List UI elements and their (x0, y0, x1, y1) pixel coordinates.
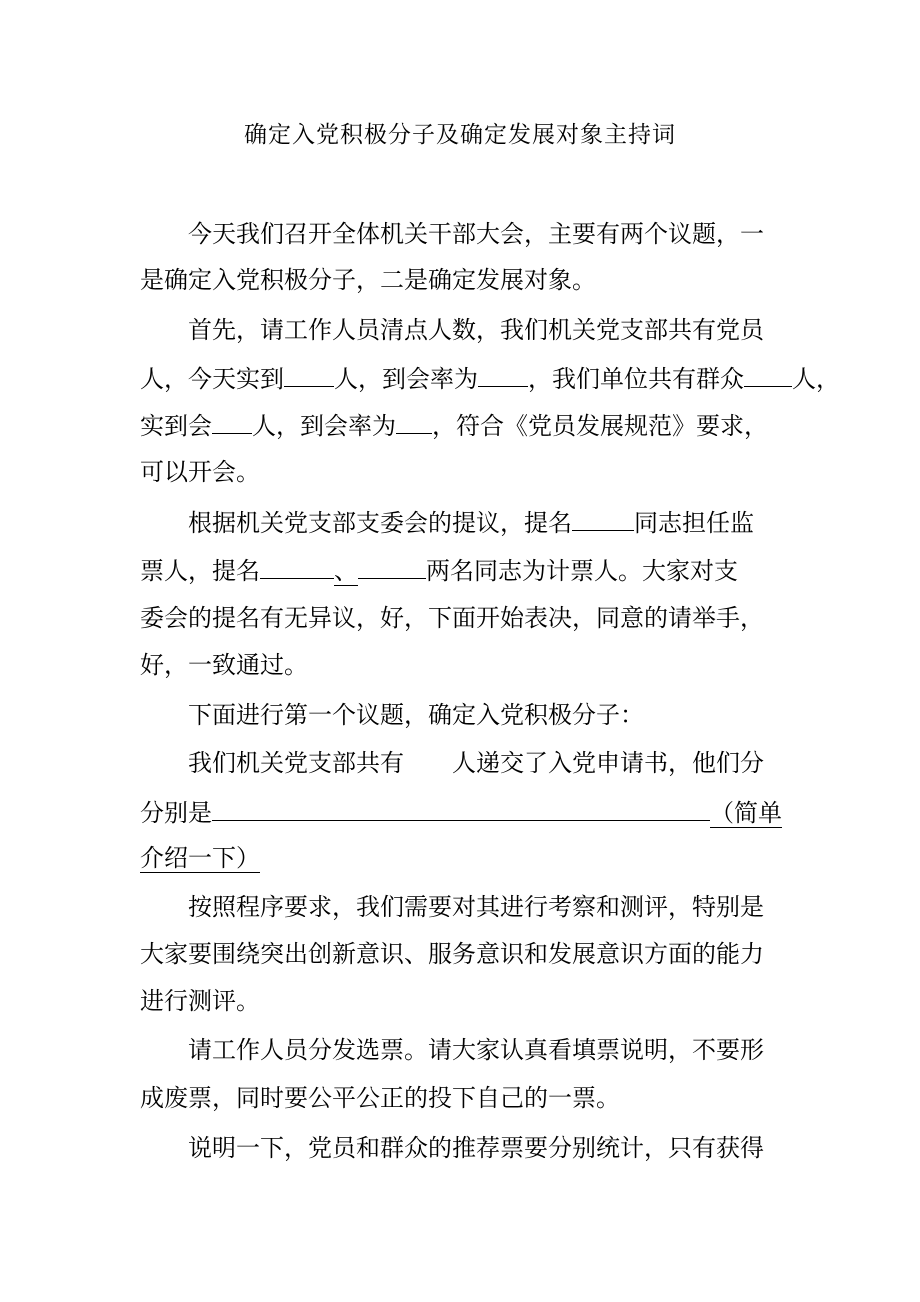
paragraph-4-line-1: 下面进行第一个议题，确定入党积极分子： (188, 701, 644, 729)
paragraph-5-line-2 (140, 794, 782, 830)
text-segment: 两名同志为计票人。大家对支 (426, 557, 738, 585)
fill-in-blank[interactable] (260, 552, 334, 579)
text-segment: 分别是 (140, 799, 212, 827)
paragraph-7-line-1: 请工作人员分发选票。请大家认真看填票说明，不要形 (188, 1036, 764, 1064)
paragraph-1-line-1: 今天我们召开全体机关干部大会，主要有两个议题，一 (188, 220, 764, 248)
text-segment: 实到会 (140, 412, 212, 440)
text-segment: 人，到会率为 (334, 365, 478, 393)
text-segment: 人，今天实到 (140, 365, 284, 393)
paragraph-6-line-3: 进行测评。 (140, 987, 260, 1015)
fill-in-blank[interactable] (396, 407, 432, 434)
paragraph-8-line-1: 说明一下，党员和群众的推荐票要分别统计，只有获得 (188, 1134, 764, 1162)
text-segment: 人递交了入党申请书，他们分 (452, 749, 764, 777)
paragraph-3-line-3: 委会的提名有无异议，好，下面开始表决，同意的请举手， (140, 604, 764, 632)
text-segment: 根据机关党支部支委会的提议，提名 (188, 509, 572, 537)
text-segment: ，我们单位共有群众 (528, 365, 744, 393)
paragraph-2-line-1: 首先，请工作人员清点人数，我们机关党支部共有党员 (188, 316, 764, 344)
text-segment: 同志担任监 (634, 509, 754, 537)
text-segment: 人， (792, 365, 840, 393)
paragraph-3-line-2 (140, 552, 738, 588)
fill-in-blank[interactable] (212, 407, 252, 434)
fill-in-blank[interactable] (358, 552, 426, 579)
paragraph-6-line-1: 按照程序要求，我们需要对其进行考察和测评，特别是 (188, 893, 764, 921)
paragraph-6-line-2: 大家要围绕突出创新意识、服务意识和发展意识方面的能力 (140, 940, 764, 968)
document-title: 确定入党积极分子及确定发展对象主持词 (244, 122, 676, 148)
text-segment: 、 (334, 557, 358, 585)
fill-in-blank[interactable] (284, 360, 334, 387)
fill-in-blank[interactable] (212, 794, 710, 821)
text-segment: （简单 (710, 799, 782, 827)
fill-in-blank[interactable] (744, 360, 792, 387)
fill-in-blank[interactable] (478, 360, 528, 387)
paragraph-5-line-1 (188, 745, 764, 781)
text-segment: 介绍一下） (140, 844, 260, 872)
paragraph-3-line-4: 好，一致通过。 (140, 651, 308, 679)
fill-in-blank[interactable] (572, 504, 634, 531)
paragraph-2-line-2 (140, 360, 840, 396)
paragraph-2-line-3 (140, 407, 768, 443)
paragraph-3-line-1 (188, 504, 754, 540)
paragraph-5-line-3 (140, 840, 260, 876)
text-segment: 人，到会率为 (252, 412, 396, 440)
paragraph-2-line-4: 可以开会。 (140, 458, 260, 486)
paragraph-7-line-2: 成废票，同时要公平公正的投下自己的一票。 (140, 1084, 620, 1112)
text-segment: 我们机关党支部共有 (188, 749, 404, 777)
text-segment: 票人，提名 (140, 557, 260, 585)
text-segment: ，符合《党员发展规范》要求， (432, 412, 768, 440)
paragraph-1-line-2: 是确定入党积极分子，二是确定发展对象。 (140, 266, 596, 294)
